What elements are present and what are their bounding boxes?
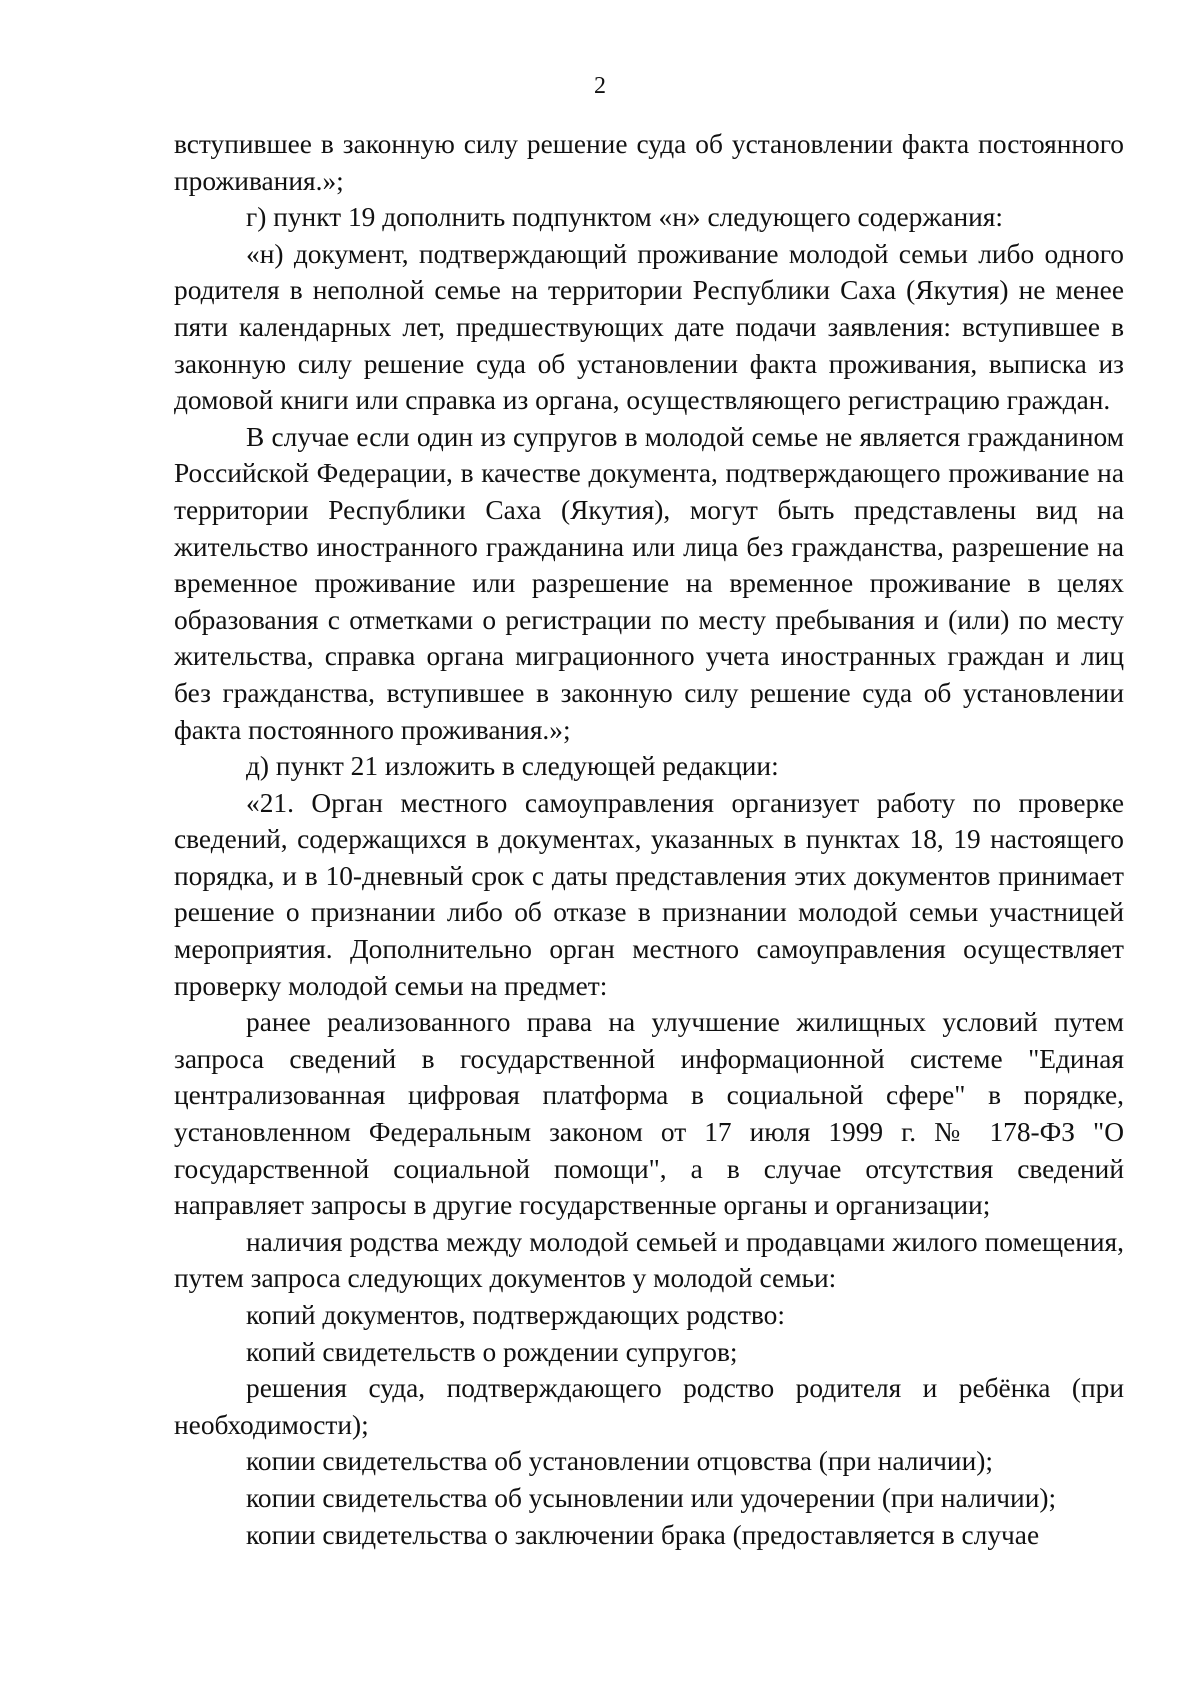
- paragraph: «21. Орган местного самоуправления организует работу по проверке сведений, содержащихся в документах, указанных в пунктах 18, 19 настоящего порядка, и в 10-дневный срок с даты представления этих документов принимает решение о признании либо об отказе в признании молодой семьи участницей мероприятия. Дополнительно орган местного самоуправления осуществляет проверку молодой семьи на предмет:: [174, 787, 1124, 1001]
- paragraph: копий свидетельств о рождении супругов;: [246, 1336, 738, 1367]
- paragraph: копии свидетельства об усыновлении или удочерении (при наличии);: [246, 1482, 1057, 1513]
- page-number: 2: [594, 73, 606, 99]
- document-body: [174, 126, 1124, 1553]
- paragraph: решения суда, подтверждающего родство родителя и ребёнка (при необходимости);: [174, 1373, 1124, 1440]
- paragraph: копий документов, подтверждающих родство:: [246, 1300, 785, 1330]
- paragraph: В случае если один из супругов в молодой семье не является гражданином Российской Федерации, в качестве документа, подтверждающего проживание на территории Республики Саха (Якутия), могут быть представлены вид на жительство иностранного гражданина или лица без гражданства, разрешение на временное проживание или разрешение на временное проживание в целях образования с отметками о регистрации по месту пребывания и (или) по месту жительства, справка органа миграционного учета иностранных граждан и лиц без гражданства, вступившее в законную силу решение суда об установлении факта постоянного проживания.»;: [174, 421, 1124, 745]
- paragraph: копии свидетельства о заключении брака (предоставляется в случае: [246, 1519, 1040, 1550]
- paragraph: «н) документ, подтверждающий проживание молодой семьи либо одного родителя в неполной семье на территории Республики Саха (Якутия) не менее пяти календарных лет, предшествующих дате подачи заявления: вступившее в законную силу решение суда об установлении факта проживания, выписка из домовой книги или справка из органа, осуществляющего регистрацию граждан.: [174, 238, 1124, 416]
- paragraph: д) пункт 21 изложить в следующей редакции:: [246, 751, 779, 782]
- paragraph: ранее реализованного права на улучшение жилищных условий путем запроса сведений в государственной информационной системе "Единая централизованная цифровая платформа в социальной сфере" в порядке, установленном Федеральным законом от 17 июля 1999 г. № 178-ФЗ "О государственной социальной помощи", а в случае отсутствия сведений направляет запросы в другие государственные органы и организации;: [174, 1007, 1124, 1221]
- paragraph: вступившее в законную силу решение суда об установлении факта постоянного проживания.»;: [174, 129, 1124, 196]
- paragraph: г) пункт 19 дополнить подпунктом «н» следующего содержания:: [246, 202, 1003, 233]
- paragraph: копии свидетельства об установлении отцовства (при наличии);: [246, 1446, 993, 1477]
- paragraph: наличия родства между молодой семьей и продавцами жилого помещения, путем запроса следующих документов у молодой семьи:: [174, 1226, 1124, 1294]
